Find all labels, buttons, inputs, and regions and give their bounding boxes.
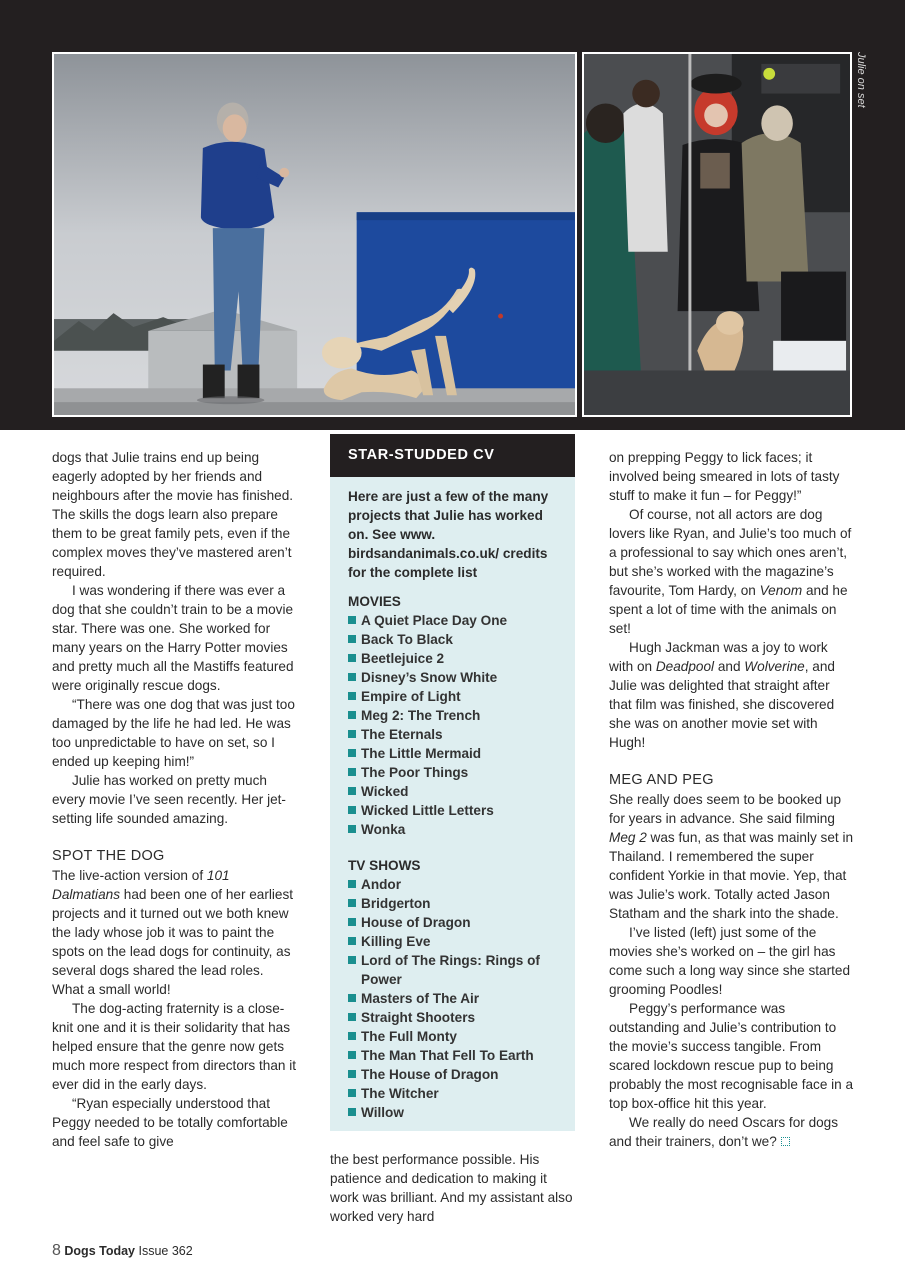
list-item: The Man That Fell To Earth: [348, 1046, 565, 1065]
paragraph: dogs that Julie trains end up being eagerly adopted by her friends and neighbours after the movie has finished. The skills the dogs learn also prepare them to be great family pets, even if the complex moves they’ve mastered aren’t required.: [52, 450, 294, 579]
star-studded-cv-box: [330, 434, 575, 1131]
paragraph: We really do need Oscars for dogs and their trainers, don’t we?: [609, 1115, 839, 1149]
tv-shows-list: [348, 875, 565, 1122]
paragraph: The live-action version of 101 Dalmatians had been one of her earliest projects and it turned out we both knew the lady whose job it was to paint the spots on the lead dogs for continuity, as several dogs shared the lead roles. What a small world!: [52, 868, 294, 997]
list-item: The Little Mermaid: [348, 744, 565, 763]
list-item: Meg 2: The Trench: [348, 706, 565, 725]
list-item: Wicked Little Letters: [348, 801, 565, 820]
sidebar-intro: Here are just a few of the many projects that Julie has worked on. See www. birdsandanimals.co.uk/ credits for the complete list: [348, 489, 549, 580]
list-item: Empire of Light: [348, 687, 565, 706]
paragraph: “Ryan especially understood that Peggy needed to be totally comfortable and feel safe to give: [52, 1096, 288, 1149]
paragraph: I’ve listed (left) just some of the movies she’s worked on – the girl has come such a long way since she started grooming Poodles!: [609, 925, 851, 997]
magazine-name: Dogs Today: [64, 1244, 135, 1258]
photo-trainer-with-dog: [52, 52, 577, 417]
list-item: Andor: [348, 875, 565, 894]
list-item: Willow: [348, 1103, 565, 1122]
movies-list: [348, 611, 565, 839]
paragraph: on prepping Peggy to lick faces; it involved being smeared in lots of tasty stuff to make it fun – for Peggy!”: [609, 450, 840, 503]
paragraph: Hugh Jackman was a joy to work with on Deadpool and Wolverine, and Julie was delighted that straight after that film was finished, she discovered she was on another movie set with Hugh!: [609, 640, 835, 750]
photo-caption: Julie on set: [855, 52, 867, 108]
paragraph: She really does seem to be booked up for years in advance. She said filming Meg 2 was fun, as that was mainly set in Thailand. I remembered the super confident Yorkie in that movie. Yep, that was Julie’s work. Totally acted Jason Statham and the shark into the shade.: [609, 792, 854, 921]
list-item: A Quiet Place Day One: [348, 611, 565, 630]
list-item: Straight Shooters: [348, 1008, 565, 1027]
list-item: Killing Eve: [348, 932, 565, 951]
page-footer: [52, 1242, 193, 1260]
list-item: Disney’s Snow White: [348, 668, 565, 687]
page-number: 8: [52, 1242, 61, 1259]
list-item: House of Dragon: [348, 913, 565, 932]
article-column-3: [609, 448, 855, 1151]
paragraph: Of course, not all actors are dog lovers like Ryan, and Julie’s too much of a professional to say which ones aren’t, but she’s worked with the magazine’s favourite, Tom Hardy, on Venom and he spent a lot of time with the animals on set!: [609, 507, 852, 636]
list-item: Beetlejuice 2: [348, 649, 565, 668]
section-heading: SPOT THE DOG: [52, 848, 165, 864]
tv-shows-title: TV SHOWS: [348, 858, 421, 873]
sidebar-title: STAR-STUDDED CV: [330, 434, 575, 477]
list-item: The Witcher: [348, 1084, 565, 1103]
issue-number: Issue 362: [138, 1244, 193, 1258]
end-mark-icon: [781, 1137, 790, 1146]
movies-title: MOVIES: [348, 594, 401, 609]
section-heading: MEG AND PEG: [609, 772, 714, 788]
list-item: The Eternals: [348, 725, 565, 744]
list-item: Lord of The Rings: Rings of Power: [348, 951, 565, 989]
list-item: Back To Black: [348, 630, 565, 649]
list-item: Bridgerton: [348, 894, 565, 913]
list-item: Wonka: [348, 820, 565, 839]
list-item: The Poor Things: [348, 763, 565, 782]
list-item: The House of Dragon: [348, 1065, 565, 1084]
paragraph: “There was one dog that was just too damaged by the life he had led. He was too unpredictable to have on set, so I ended up keeping him!”: [52, 697, 295, 769]
paragraph: Peggy’s performance was outstanding and Julie’s contribution to the movie’s success tangible. From scared lockdown rescue pup to being probably the most recognisable face in a top box-office hit this year.: [609, 1001, 854, 1111]
list-item: Wicked: [348, 782, 565, 801]
paragraph: Julie has worked on pretty much every movie I’ve seen recently. Her jet-setting life sounded amazing.: [52, 773, 286, 826]
list-item: Masters of The Air: [348, 989, 565, 1008]
paragraph: The dog-acting fraternity is a close-knit one and it is their solidarity that has helped ensure that the genre now gets much more respect from directors than it ever did in the early days.: [52, 1001, 297, 1092]
paragraph: the best performance possible. His patience and dedication to making it work was brilliant. And my assistant also worked very hard: [330, 1152, 573, 1224]
list-item: The Full Monty: [348, 1027, 565, 1046]
article-column-2: [330, 1150, 575, 1226]
photo-film-set: [582, 52, 852, 417]
paragraph: I was wondering if there was ever a dog that she couldn’t train to be a movie star. There was one. She worked for many years on the Harry Potter movies and pretty much all the Mastiffs featured were originally rescue dogs.: [52, 583, 294, 693]
article-column-1: [52, 448, 298, 1151]
